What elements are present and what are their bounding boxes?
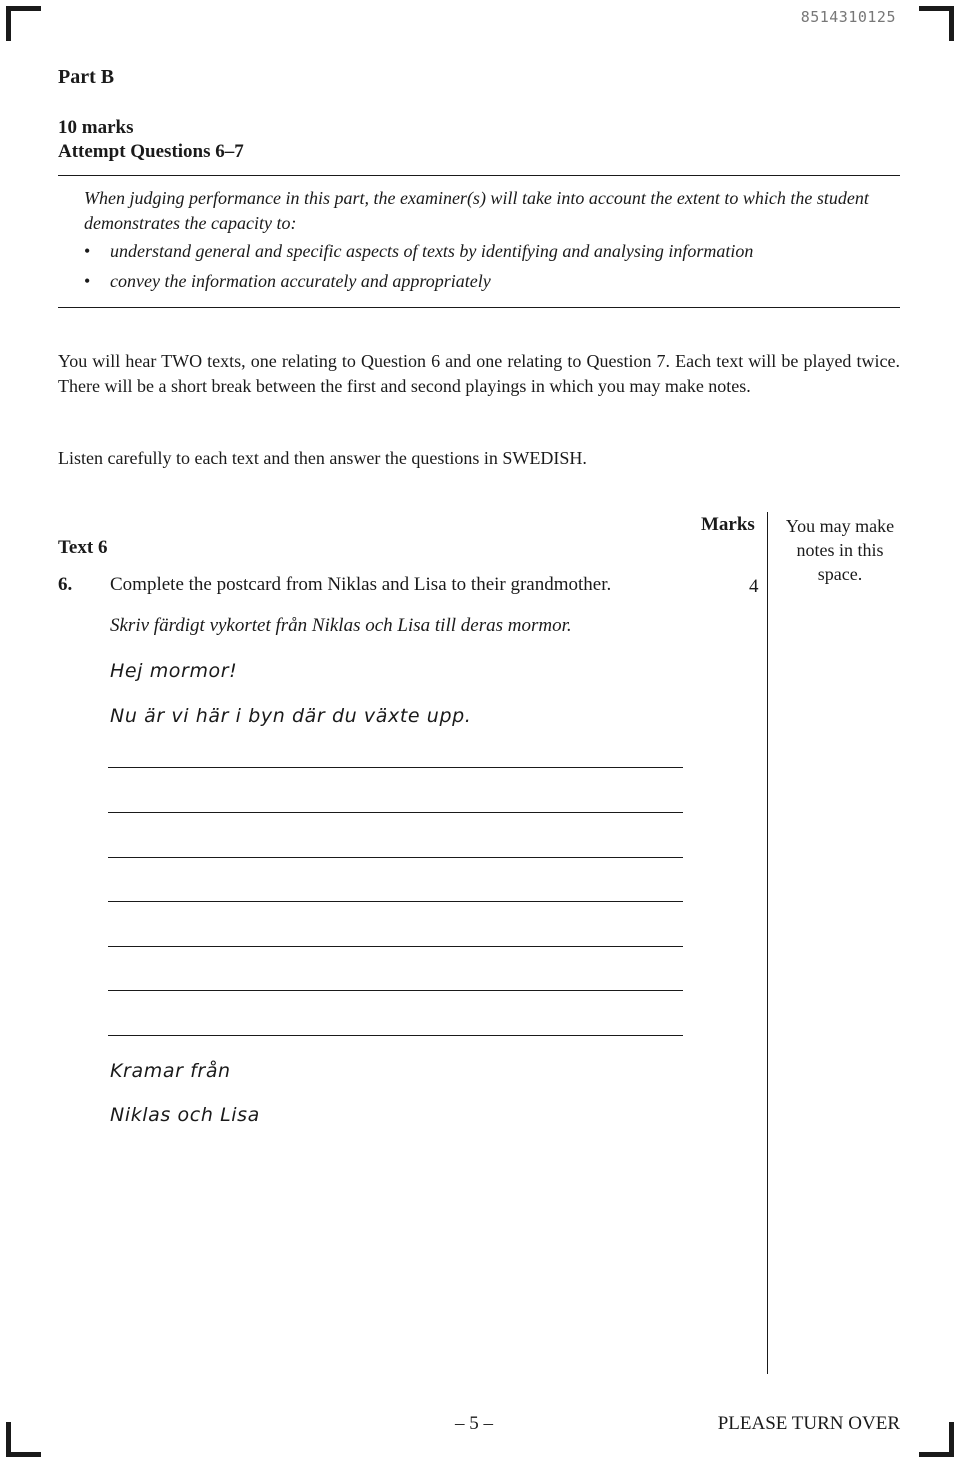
criteria-bullet: • understand general and specific aspects of texts by identifying and analysing information: [84, 241, 754, 261]
marks-total: 10 marks: [58, 117, 134, 138]
question-number: 6.: [58, 574, 73, 595]
marks-header: Marks: [701, 514, 755, 535]
answer-line[interactable]: [108, 1035, 683, 1036]
answer-line[interactable]: [108, 767, 683, 768]
part-title: Part B: [58, 66, 115, 88]
answer-line[interactable]: [108, 990, 683, 991]
notes-column-header: You may make notes in this space.: [785, 516, 895, 584]
postcard-closing: Kramar från: [110, 1060, 231, 1082]
postcard-greeting: Hej mormor!: [110, 660, 238, 682]
criteria-intro: When judging performance in this part, the examiner(s) will take into account the extent to which the student demonstrates the capacity to:: [84, 188, 869, 233]
answer-line[interactable]: [108, 857, 683, 858]
question-prompt: Complete the postcard from Niklas and Lisa to their grandmother.: [110, 574, 612, 595]
bullet-icon: •: [84, 241, 91, 261]
page-number: – 5 –: [455, 1413, 493, 1434]
question-marks: 4: [749, 576, 759, 597]
please-turn-over: PLEASE TURN OVER: [717, 1413, 900, 1434]
crop-mark-bottom-right: [919, 1422, 954, 1457]
bullet-icon: •: [84, 271, 91, 291]
criteria-bullet: • convey the information accurately and appropriately: [84, 271, 491, 291]
margin-divider: [767, 512, 768, 1374]
criteria-bottom-rule: [58, 307, 900, 308]
answer-line[interactable]: [108, 946, 683, 947]
top-rule: [58, 175, 900, 176]
crop-mark-top-left: [6, 6, 41, 41]
instructions-paragraph: You will hear TWO texts, one relating to Question 6 and one relating to Question 7. Each text will be played twice. There will be a short break between the first and second playings in which you may make notes.: [58, 351, 900, 396]
instructions-listen: Listen carefully to each text and then answer the questions in SWEDISH.: [58, 448, 587, 468]
postcard-first-line: Nu är vi här i byn där du växte upp.: [110, 705, 472, 727]
question-prompt-swedish: Skriv färdigt vykortet från Niklas och Lisa till deras mormor.: [110, 615, 572, 636]
answer-line[interactable]: [108, 901, 683, 902]
postcard-signature: Niklas och Lisa: [110, 1104, 260, 1126]
paper-code: 8514310125: [800, 8, 896, 26]
answer-line[interactable]: [108, 812, 683, 813]
text-label: Text 6: [58, 537, 108, 558]
crop-mark-bottom-left: [6, 1422, 41, 1457]
attempt-questions: Attempt Questions 6–7: [58, 141, 244, 162]
crop-mark-top-right: [919, 6, 954, 41]
